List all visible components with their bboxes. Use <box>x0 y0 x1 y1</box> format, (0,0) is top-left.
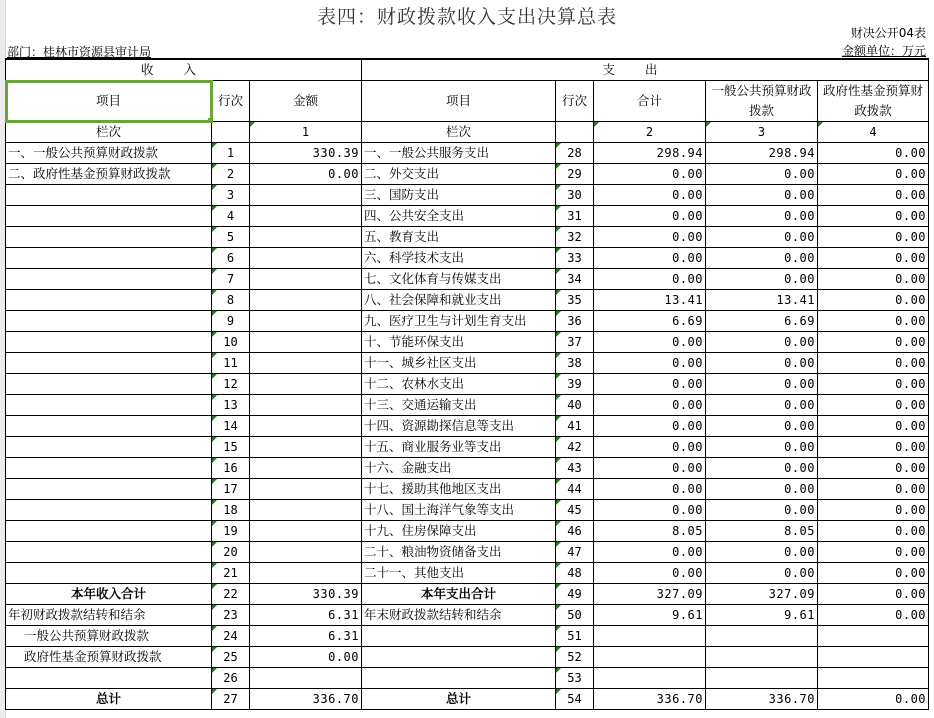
table-row <box>6 206 929 227</box>
income-line-cell[interactable]: 25 <box>212 647 250 668</box>
income-item-cell[interactable] <box>6 668 212 689</box>
income-amount-cell[interactable] <box>250 500 362 521</box>
expense-general-cell[interactable]: 327.09 <box>706 584 818 605</box>
expense-general-cell[interactable]: 13.41 <box>706 290 818 311</box>
expense-fund-cell[interactable]: 0.00 <box>818 353 929 374</box>
expense-item-cell[interactable]: 十六、金融支出 <box>362 458 556 479</box>
report-title: 表四：财政拨款收入支出决算总表 <box>316 6 617 28</box>
table-row <box>6 353 929 374</box>
income-amount-cell[interactable] <box>250 416 362 437</box>
income-amount-cell[interactable] <box>250 521 362 542</box>
expense-item-cell[interactable]: 二、外交支出 <box>362 164 556 185</box>
expense-total-cell[interactable] <box>594 626 706 647</box>
expense-general-cell[interactable]: 0.00 <box>706 269 818 290</box>
expense-general-cell[interactable]: 0.00 <box>706 542 818 563</box>
table-row <box>6 689 929 710</box>
column-index-label[interactable]: 栏次 <box>6 122 212 143</box>
income-item-cell[interactable] <box>6 185 212 206</box>
expense-line-cell[interactable]: 39 <box>556 374 594 395</box>
expense-fund-cell[interactable]: 0.00 <box>818 563 929 584</box>
expense-total-cell[interactable]: 0.00 <box>594 332 706 353</box>
expense-line-cell[interactable]: 36 <box>556 311 594 332</box>
expense-fund-cell[interactable]: 0.00 <box>818 689 929 710</box>
expense-fund-cell[interactable]: 0.00 <box>818 584 929 605</box>
income-amount-cell[interactable] <box>250 248 362 269</box>
income-line-cell[interactable]: 23 <box>212 605 250 626</box>
expense-total-cell[interactable]: 0.00 <box>594 395 706 416</box>
expense-total-cell[interactable]: 0.00 <box>594 374 706 395</box>
expense-item-cell[interactable]: 十、节能环保支出 <box>362 332 556 353</box>
expense-fund-cell[interactable]: 0.00 <box>818 290 929 311</box>
expense-total-cell[interactable]: 8.05 <box>594 521 706 542</box>
expense-total-cell[interactable]: 0.00 <box>594 353 706 374</box>
table-row <box>6 479 929 500</box>
income-item-cell[interactable]: 年初财政拨款结转和结余 <box>6 605 212 626</box>
column-index-1[interactable]: 1 <box>250 122 362 143</box>
expense-general-cell[interactable]: 0.00 <box>706 479 818 500</box>
income-section-header[interactable]: 收入 <box>6 59 362 81</box>
expense-item-cell[interactable]: 十八、国土海洋气象等支出 <box>362 500 556 521</box>
expense-line-cell[interactable]: 34 <box>556 269 594 290</box>
expense-total-cell[interactable]: 298.94 <box>594 143 706 164</box>
expense-fund-cell[interactable] <box>818 626 929 647</box>
income-amount-cell[interactable] <box>250 395 362 416</box>
expense-item-cell[interactable]: 二十一、其他支出 <box>362 563 556 584</box>
expense-general-cell[interactable]: 0.00 <box>706 563 818 584</box>
income-item-cell[interactable] <box>6 332 212 353</box>
expense-general-cell[interactable] <box>706 626 818 647</box>
expense-item-cell[interactable]: 九、医疗卫生与计划生育支出 <box>362 311 556 332</box>
income-amount-cell[interactable]: 330.39 <box>250 584 362 605</box>
income-item-cell[interactable] <box>6 479 212 500</box>
expense-line-cell[interactable]: 32 <box>556 227 594 248</box>
expense-item-header[interactable]: 项目 <box>362 81 556 122</box>
expense-section-header[interactable]: 支出 <box>362 59 929 81</box>
expense-item-cell[interactable]: 五、教育支出 <box>362 227 556 248</box>
table-row <box>6 668 929 689</box>
expense-item-cell[interactable]: 本年支出合计 <box>362 584 556 605</box>
expense-item-cell[interactable] <box>362 668 556 689</box>
expense-general-cell[interactable]: 0.00 <box>706 248 818 269</box>
income-amount-cell[interactable]: 0.00 <box>250 647 362 668</box>
income-line-cell[interactable]: 7 <box>212 269 250 290</box>
income-line-cell[interactable]: 5 <box>212 227 250 248</box>
income-line-header[interactable]: 行次 <box>212 81 250 122</box>
income-item-cell[interactable] <box>6 416 212 437</box>
income-amount-cell[interactable] <box>250 290 362 311</box>
income-line-cell[interactable]: 15 <box>212 437 250 458</box>
income-amount-cell[interactable] <box>250 311 362 332</box>
expense-line-cell[interactable]: 50 <box>556 605 594 626</box>
income-line-cell[interactable]: 3 <box>212 185 250 206</box>
expense-line-cell[interactable]: 42 <box>556 437 594 458</box>
expense-general-cell[interactable]: 8.05 <box>706 521 818 542</box>
expense-fund-cell[interactable]: 0.00 <box>818 395 929 416</box>
expense-general-cell[interactable]: 6.69 <box>706 311 818 332</box>
expense-item-cell[interactable]: 七、文化体育与传媒支出 <box>362 269 556 290</box>
expense-general-cell[interactable]: 0.00 <box>706 437 818 458</box>
table-row <box>6 542 929 563</box>
expense-line-cell[interactable]: 40 <box>556 395 594 416</box>
income-line-cell[interactable]: 18 <box>212 500 250 521</box>
expense-item-cell[interactable]: 十一、城乡社区支出 <box>362 353 556 374</box>
income-item-header[interactable]: 项目 <box>6 81 212 122</box>
income-line-cell[interactable]: 21 <box>212 563 250 584</box>
expense-item-cell[interactable]: 总计 <box>362 689 556 710</box>
expense-fund-cell[interactable]: 0.00 <box>818 164 929 185</box>
expense-line-cell[interactable]: 37 <box>556 332 594 353</box>
expense-line-cell[interactable]: 30 <box>556 185 594 206</box>
income-amount-cell[interactable] <box>250 374 362 395</box>
expense-general-cell[interactable]: 0.00 <box>706 500 818 521</box>
expense-line-cell[interactable]: 38 <box>556 353 594 374</box>
column-index-empty[interactable] <box>556 122 594 143</box>
table-row <box>6 605 929 626</box>
income-item-cell[interactable] <box>6 458 212 479</box>
table-row <box>6 374 929 395</box>
expense-line-cell[interactable]: 52 <box>556 647 594 668</box>
expense-item-cell[interactable]: 三、国防支出 <box>362 185 556 206</box>
expense-fund-cell[interactable]: 0.00 <box>818 143 929 164</box>
income-item-cell[interactable] <box>6 542 212 563</box>
expense-general-cell[interactable]: 0.00 <box>706 227 818 248</box>
income-amount-cell[interactable] <box>250 563 362 584</box>
expense-total-cell[interactable]: 0.00 <box>594 437 706 458</box>
table-row <box>6 290 929 311</box>
expense-fund-cell[interactable] <box>818 647 929 668</box>
expense-fund-cell[interactable] <box>818 668 929 689</box>
expense-item-cell[interactable]: 十四、资源勘探信息等支出 <box>362 416 556 437</box>
income-line-cell[interactable]: 17 <box>212 479 250 500</box>
table-row <box>6 311 929 332</box>
income-item-cell[interactable] <box>6 395 212 416</box>
department-label: 部门：桂林市资源县审计局 <box>7 45 152 59</box>
income-amount-cell[interactable] <box>250 227 362 248</box>
table-row <box>6 416 929 437</box>
table-row <box>6 332 929 353</box>
table-row <box>6 500 929 521</box>
table-row <box>6 563 929 584</box>
expense-fund-cell[interactable]: 0.00 <box>818 500 929 521</box>
expense-item-cell[interactable]: 十三、交通运输支出 <box>362 395 556 416</box>
expense-total-cell[interactable]: 0.00 <box>594 164 706 185</box>
expense-total-cell[interactable]: 0.00 <box>594 500 706 521</box>
table-row <box>6 458 929 479</box>
income-amount-cell[interactable] <box>250 353 362 374</box>
income-line-cell[interactable]: 26 <box>212 668 250 689</box>
expense-line-cell[interactable]: 41 <box>556 416 594 437</box>
amount-unit-label: 金额单位：万元 <box>841 44 926 58</box>
income-item-cell[interactable]: 二、政府性基金预算财政拨款 <box>6 164 212 185</box>
expense-general-cell[interactable]: 0.00 <box>706 458 818 479</box>
expense-total-cell[interactable] <box>594 647 706 668</box>
income-item-cell[interactable] <box>6 248 212 269</box>
income-line-cell[interactable]: 2 <box>212 164 250 185</box>
income-amount-cell[interactable]: 330.39 <box>250 143 362 164</box>
expense-general-cell[interactable]: 336.70 <box>706 689 818 710</box>
expense-fund-cell[interactable]: 0.00 <box>818 332 929 353</box>
table-row <box>6 227 929 248</box>
expense-line-cell[interactable]: 44 <box>556 479 594 500</box>
expense-fund-cell[interactable]: 0.00 <box>818 248 929 269</box>
expense-general-cell[interactable]: 0.00 <box>706 416 818 437</box>
expense-line-cell[interactable]: 28 <box>556 143 594 164</box>
table-row <box>6 164 929 185</box>
expense-line-cell[interactable]: 29 <box>556 164 594 185</box>
expense-item-cell[interactable]: 六、科学技术支出 <box>362 248 556 269</box>
expense-fund-cell[interactable]: 0.00 <box>818 458 929 479</box>
income-item-cell[interactable] <box>6 269 212 290</box>
income-amount-cell[interactable] <box>250 185 362 206</box>
expense-line-cell[interactable]: 43 <box>556 458 594 479</box>
table-row <box>6 143 929 164</box>
expense-item-cell[interactable] <box>362 647 556 668</box>
expense-fund-cell[interactable]: 0.00 <box>818 437 929 458</box>
income-amount-cell[interactable] <box>250 332 362 353</box>
income-line-cell[interactable]: 27 <box>212 689 250 710</box>
expense-total-cell[interactable]: 0.00 <box>594 185 706 206</box>
income-amount-header[interactable]: 金额 <box>250 81 362 122</box>
expense-line-cell[interactable]: 33 <box>556 248 594 269</box>
expense-line-cell[interactable]: 35 <box>556 290 594 311</box>
expense-fund-cell[interactable]: 0.00 <box>818 269 929 290</box>
expense-line-cell[interactable]: 45 <box>556 500 594 521</box>
expense-fund-cell[interactable]: 0.00 <box>818 542 929 563</box>
expense-general-cell[interactable] <box>706 647 818 668</box>
income-amount-cell[interactable] <box>250 269 362 290</box>
expense-total-cell[interactable]: 6.69 <box>594 311 706 332</box>
expense-general-cell[interactable] <box>706 668 818 689</box>
expense-fund-cell[interactable]: 0.00 <box>818 605 929 626</box>
expense-total-cell[interactable]: 0.00 <box>594 542 706 563</box>
table-row <box>6 395 929 416</box>
income-amount-cell[interactable]: 6.31 <box>250 626 362 647</box>
income-item-cell[interactable] <box>6 563 212 584</box>
expense-fund-cell[interactable]: 0.00 <box>818 311 929 332</box>
expense-line-header[interactable]: 行次 <box>556 81 594 122</box>
expense-general-cell[interactable]: 0.00 <box>706 185 818 206</box>
expense-general-cell[interactable]: 0.00 <box>706 395 818 416</box>
income-line-cell[interactable]: 14 <box>212 416 250 437</box>
income-amount-cell[interactable] <box>250 668 362 689</box>
income-item-cell[interactable]: 总计 <box>6 689 212 710</box>
expense-fund-cell[interactable]: 0.00 <box>818 374 929 395</box>
expense-total-cell[interactable]: 0.00 <box>594 206 706 227</box>
expense-total-cell[interactable]: 0.00 <box>594 416 706 437</box>
table-row <box>6 584 929 605</box>
expense-total-cell[interactable]: 13.41 <box>594 290 706 311</box>
table-row <box>6 185 929 206</box>
expense-fund-cell[interactable]: 0.00 <box>818 227 929 248</box>
income-line-cell[interactable]: 8 <box>212 290 250 311</box>
expense-item-cell[interactable]: 一、一般公共服务支出 <box>362 143 556 164</box>
expense-fund-cell[interactable]: 0.00 <box>818 185 929 206</box>
expense-general-cell[interactable]: 0.00 <box>706 164 818 185</box>
table-row <box>6 626 929 647</box>
column-index-4[interactable]: 4 <box>818 122 929 143</box>
form-code: 财决公开04表 <box>850 26 926 40</box>
income-line-cell[interactable]: 4 <box>212 206 250 227</box>
expense-fund-header[interactable]: 政府性基金预算财政拨款 <box>818 81 929 122</box>
expense-line-cell[interactable]: 48 <box>556 563 594 584</box>
income-line-cell[interactable]: 10 <box>212 332 250 353</box>
income-amount-cell[interactable]: 336.70 <box>250 689 362 710</box>
income-item-cell[interactable] <box>6 311 212 332</box>
income-item-cell[interactable] <box>6 290 212 311</box>
expense-item-cell[interactable]: 年末财政拨款结转和结余 <box>362 605 556 626</box>
expense-item-cell[interactable] <box>362 626 556 647</box>
appropriation-summary-table <box>5 58 929 710</box>
income-line-cell[interactable]: 24 <box>212 626 250 647</box>
expense-total-cell[interactable]: 0.00 <box>594 248 706 269</box>
income-line-cell[interactable]: 12 <box>212 374 250 395</box>
income-line-cell[interactable]: 19 <box>212 521 250 542</box>
income-item-cell[interactable] <box>6 353 212 374</box>
expense-general-cell[interactable]: 0.00 <box>706 374 818 395</box>
expense-general-cell[interactable]: 0.00 <box>706 332 818 353</box>
income-line-cell[interactable]: 13 <box>212 395 250 416</box>
expense-line-cell[interactable]: 51 <box>556 626 594 647</box>
income-item-cell[interactable] <box>6 437 212 458</box>
expense-total-cell[interactable]: 0.00 <box>594 563 706 584</box>
income-line-cell[interactable]: 20 <box>212 542 250 563</box>
expense-general-header[interactable]: 一般公共预算财政拨款 <box>706 81 818 122</box>
expense-general-cell[interactable]: 0.00 <box>706 353 818 374</box>
expense-line-cell[interactable]: 49 <box>556 584 594 605</box>
expense-line-cell[interactable]: 53 <box>556 668 594 689</box>
expense-total-header[interactable]: 合计 <box>594 81 706 122</box>
income-amount-cell[interactable] <box>250 437 362 458</box>
expense-general-cell[interactable]: 0.00 <box>706 206 818 227</box>
income-line-cell[interactable]: 6 <box>212 248 250 269</box>
income-amount-cell[interactable]: 0.00 <box>250 164 362 185</box>
income-item-cell[interactable] <box>6 227 212 248</box>
table-row <box>6 269 929 290</box>
expense-fund-cell[interactable]: 0.00 <box>818 521 929 542</box>
expense-item-cell[interactable]: 八、社会保障和就业支出 <box>362 290 556 311</box>
income-amount-cell[interactable] <box>250 542 362 563</box>
column-index-label[interactable]: 栏次 <box>362 122 556 143</box>
income-amount-cell[interactable]: 6.31 <box>250 605 362 626</box>
income-line-cell[interactable]: 9 <box>212 311 250 332</box>
income-item-cell[interactable] <box>6 206 212 227</box>
expense-fund-cell[interactable]: 0.00 <box>818 416 929 437</box>
expense-item-cell[interactable]: 二十、粮油物资储备支出 <box>362 542 556 563</box>
expense-total-cell[interactable]: 336.70 <box>594 689 706 710</box>
income-line-cell[interactable]: 16 <box>212 458 250 479</box>
expense-total-cell[interactable] <box>594 668 706 689</box>
income-line-cell[interactable]: 22 <box>212 584 250 605</box>
expense-line-cell[interactable]: 31 <box>556 206 594 227</box>
column-index-3[interactable]: 3 <box>706 122 818 143</box>
table-row <box>6 521 929 542</box>
expense-total-cell[interactable]: 9.61 <box>594 605 706 626</box>
income-amount-cell[interactable] <box>250 458 362 479</box>
income-amount-cell[interactable] <box>250 206 362 227</box>
expense-line-cell[interactable]: 47 <box>556 542 594 563</box>
income-item-cell[interactable]: 一般公共预算财政拨款 <box>6 626 212 647</box>
income-item-cell[interactable] <box>6 521 212 542</box>
expense-item-cell[interactable]: 十九、住房保障支出 <box>362 521 556 542</box>
income-item-cell[interactable]: 政府性基金预算财政拨款 <box>6 647 212 668</box>
expense-fund-cell[interactable]: 0.00 <box>818 206 929 227</box>
column-index-empty[interactable] <box>212 122 250 143</box>
expense-total-cell[interactable]: 327.09 <box>594 584 706 605</box>
expense-total-cell[interactable]: 0.00 <box>594 227 706 248</box>
table-row <box>6 248 929 269</box>
expense-general-cell[interactable]: 9.61 <box>706 605 818 626</box>
expense-general-cell[interactable]: 298.94 <box>706 143 818 164</box>
income-line-cell[interactable]: 1 <box>212 143 250 164</box>
expense-total-cell[interactable]: 0.00 <box>594 479 706 500</box>
income-amount-cell[interactable] <box>250 479 362 500</box>
expense-item-cell[interactable]: 十二、农林水支出 <box>362 374 556 395</box>
income-item-cell[interactable] <box>6 374 212 395</box>
income-item-cell[interactable]: 一、一般公共预算财政拨款 <box>6 143 212 164</box>
income-line-cell[interactable]: 11 <box>212 353 250 374</box>
expense-item-cell[interactable]: 四、公共安全支出 <box>362 206 556 227</box>
income-item-cell[interactable] <box>6 500 212 521</box>
table-row <box>6 647 929 668</box>
expense-item-cell[interactable]: 十五、商业服务业等支出 <box>362 437 556 458</box>
expense-total-cell[interactable]: 0.00 <box>594 269 706 290</box>
income-item-cell[interactable]: 本年收入合计 <box>6 584 212 605</box>
expense-total-cell[interactable]: 0.00 <box>594 458 706 479</box>
expense-line-cell[interactable]: 46 <box>556 521 594 542</box>
expense-item-cell[interactable]: 十七、援助其他地区支出 <box>362 479 556 500</box>
expense-line-cell[interactable]: 54 <box>556 689 594 710</box>
column-index-2[interactable]: 2 <box>594 122 706 143</box>
table-row <box>6 437 929 458</box>
expense-fund-cell[interactable]: 0.00 <box>818 479 929 500</box>
